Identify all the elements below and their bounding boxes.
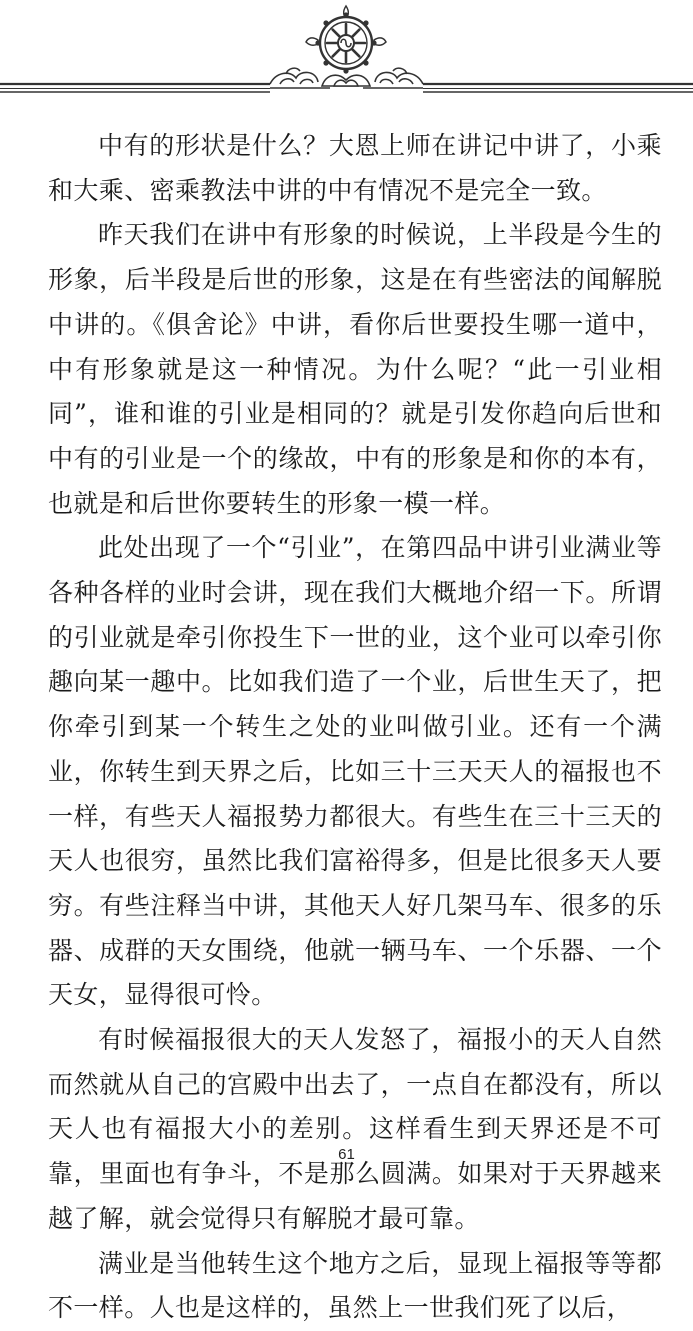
page-header-ornament bbox=[0, 0, 693, 110]
paragraph-3: 此处出现了一个“引业”，在第四品中讲引业满业等各种各样的业时会讲，现在我们大概地介绍一下。所谓的引业就是牵引你投生下一世的业，这个业可以牵引你趣向某一趣中。比如我们造了一个业，后世生天了，把你牵引到某一个转生之处的业叫做引业。还有一个满业，你转生到天界之后，比如三十三天天人的福报也不一样，有些天人福报势力都很大。有些生在三十三天的天人也很穷，虽然比我们富裕得多，但是比很多天人要穷。有些注释当中讲，其他天人好几架马车、很多的乐器、成群的天女围绕，他就一辆马车、一个乐器、一个天女，显得很可怜。 bbox=[48, 533, 662, 1010]
page-number: 61 bbox=[338, 1146, 355, 1163]
paragraph-5: 满业是当他转生这个地方之后，显现上福报等等都不一样。人也是这样的，虽然上一世我们死了以后， bbox=[48, 1248, 662, 1323]
paragraph-1: 中有的形状是什么？大恩上师在讲记中讲了，小乘和大乘、密乘教法中讲的中有情况不是完全一致。 bbox=[48, 131, 662, 205]
paragraph-2: 昨天我们在讲中有形象的时候说，上半段是今生的形象，后半段是后世的形象，这是在有些密法的闻解脱中讲的。《俱舍论》中讲，看你后世要投生哪一道中，中有形象就是这一种情况。为什么呢？“此一引业相同”，谁和谁的引业是相同的？就是引发你趋向后世和中有的引业是一个的缘故，中有的形象是和你的本有，也就是和后世你要转生的形象一模一样。 bbox=[48, 220, 662, 518]
paragraph-4: 有时候福报很大的天人发怒了，福报小的天人自然而然就从自己的宫殿中出去了，一点自在都没有，所以天人也有福报大小的差别。这样看生到天界还是不可靠，里面也有争斗，不是那么圆满。如果对于天界越来越了解，就会觉得只有解脱才最可靠。 bbox=[48, 1025, 662, 1233]
dharma-wheel-header-icon bbox=[0, 0, 693, 110]
